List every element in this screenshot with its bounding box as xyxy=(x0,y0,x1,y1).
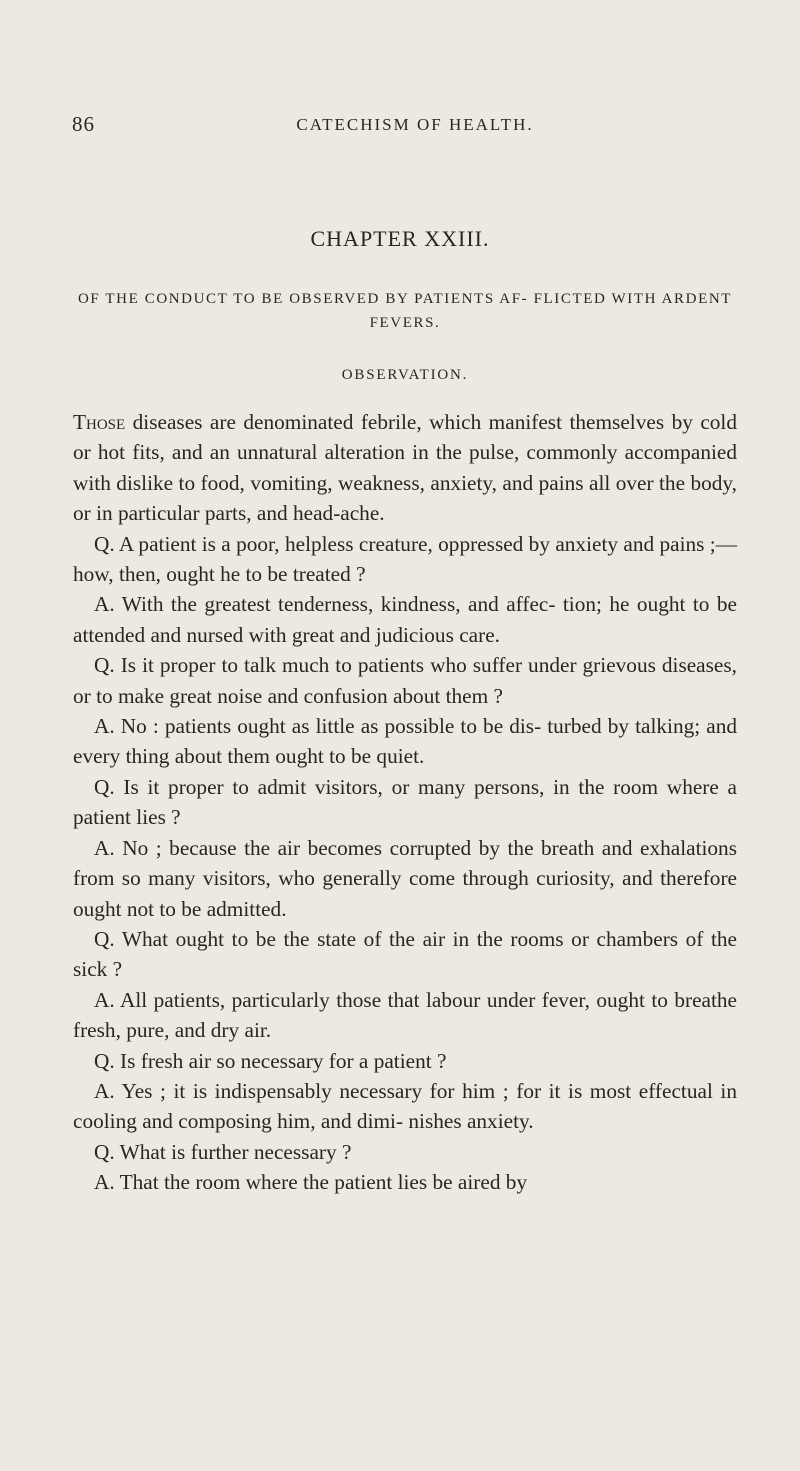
intro-text: diseases are denominated febrile, which manifest themselves by cold or hot fits, and an unnatural alteration in the pulse, commonly accompanied with dislike to food, vomiting, weakness, anxiety, and pains all over the body, or in particular parts, and head-ache. xyxy=(73,410,737,526)
running-title: CATECHISM OF HEALTH. xyxy=(296,115,534,134)
question-paragraph: Q. What ought to be the state of the air in the rooms or chambers of the sick ? xyxy=(73,926,737,982)
question-paragraph: Q. What is further necessary ? xyxy=(94,1139,352,1164)
page-number: 86 xyxy=(72,112,95,136)
chapter-title: CHAPTER XXIII. xyxy=(310,226,490,251)
intro-first-word: Those xyxy=(73,410,126,434)
answer-paragraph: A. With the greatest tenderness, kindness, and affec- tion; he ought to be attended and nursed with great and judicious care. xyxy=(73,592,737,647)
body-text xyxy=(73,407,737,1198)
answer-paragraph: A. Yes ; it is indispensably necessary for him ; for it is most effectual in cooling and composing him, and dimi- nishes anxiety. xyxy=(73,1078,737,1134)
answer-paragraph: A. All patients, particularly those that labour under fever, ought to breathe fresh, pure, and dry air. xyxy=(73,987,737,1043)
question-paragraph: Q. Is it proper to admit visitors, or many persons, in the room where a patient lies ? xyxy=(73,774,737,830)
answer-paragraph: A. No : patients ought as little as possible to be dis- turbed by talking; and every thing about them ought to be quiet. xyxy=(73,714,737,769)
running-head xyxy=(70,112,730,142)
question-paragraph: Q. A patient is a poor, helpless creature, oppressed by anxiety and pains ;—how, then, ought he to be treated ? xyxy=(73,531,737,587)
section-heading: OBSERVATION. xyxy=(341,367,469,383)
question-paragraph: Q. Is fresh air so necessary for a patient ? xyxy=(94,1048,447,1073)
answer-paragraph: A. That the room where the patient lies be aired by xyxy=(94,1170,528,1195)
answer-paragraph: A. No ; because the air becomes corrupted by the breath and exhalations from so many visitors, who generally come through curiosity, and therefore ought not to be admitted. xyxy=(73,835,737,921)
question-paragraph: Q. Is it proper to talk much to patients who suffer under grievous diseases, or to make great noise and confusion about them ? xyxy=(73,653,737,708)
chapter-heading: OF THE CONDUCT TO BE OBSERVED BY PATIENTS AF- FLICTED WITH ARDENT FEVERS. xyxy=(77,291,733,331)
intro-paragraph xyxy=(73,407,737,529)
